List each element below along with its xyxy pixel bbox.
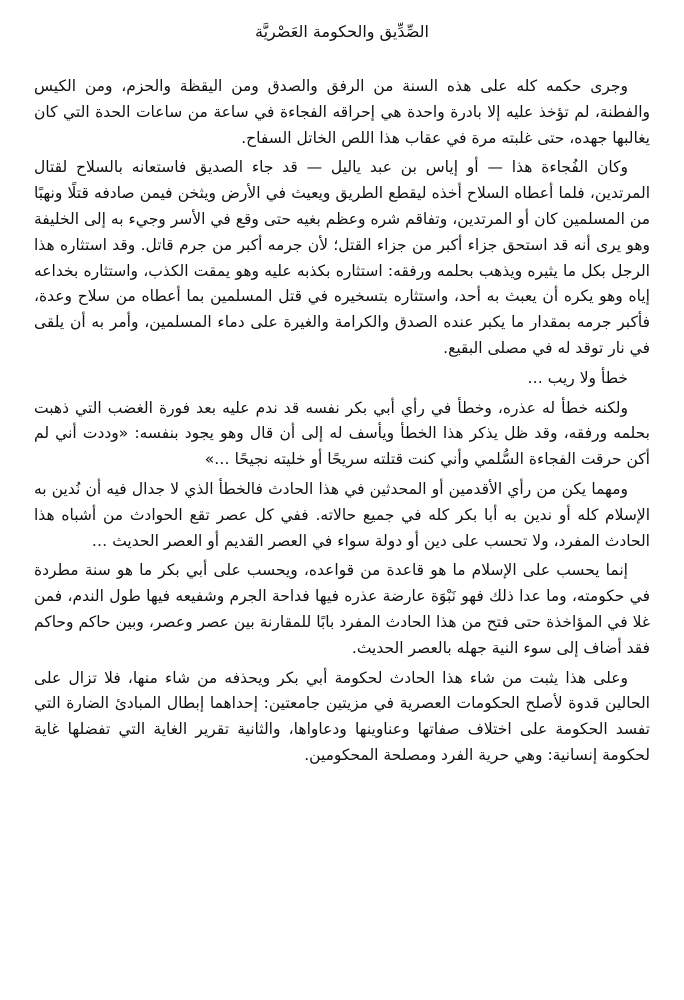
book-page xyxy=(34,0,650,1000)
paragraph: وكان الفُجاءة هذا — أو إياس بن عبد ياليل — قد جاء الصديق فاستعانه بالسلاح لقتال المرتدين، فلما أعطاه السلاح أخذه ليقطع الطريق ويعيث في الأرض ويثخن فيمن صادفه قتلًا ونهبًا من المسلمين كان أو المرتدين، وتفاقم شره وعظم بغيه حتى وقع في الأسر وجيء به إلى الخليفة وهو يرى أنه قد استحق جزاء أكبر من جزاء القتل؛ لأن جرمه أكبر من جرم قاتل. وقد استثاره هذا الرجل بكل ما يثيره ويذهب بحلمه ورفقه: استثاره بكذبه عليه وهو يمقت الكذب، واستثاره بخداعه إياه وهو يكره أن يعبث به أحد، واستثاره بتسخيره في قتل المسلمين بما أعطاه من سلاح وعدة، فأكبر جرمه بمقدار ما يكبر عنده الصدق والكرامة والغيرة على دماء المسلمين، وأمر به أن يلقى في نار توقد له في مصلى البقيع. xyxy=(34,158,650,357)
body-text xyxy=(34,74,650,769)
paragraph: إنما يحسب على الإسلام ما هو قاعدة من قواعده، ويحسب على أبي بكر ما هو سنة مطردة في حكومته، وما عدا ذلك فهو نَبْوَة عارضة عذره فيها فداحة الجرم وشفيعه فيها طول الندم، فمن غلا في المؤاخذة حتى فتح من هذا الحادث المفرد بابًا للمقارنة بين عصر وعصر، وبين حاكم وحاكم فقد أضاف إلى سوء النية جهله بالعصر الحديث. xyxy=(34,561,650,657)
paragraph: ولكنه خطأ له عذره، وخطأ في رأي أبي بكر نفسه قد ندم عليه بعد فورة الغضب التي ذهبت بحلمه ورفقه، وقد ظل يذكر هذا الخطأ ويأسف له إلى أن قال وهو يجود بنفسه: «وددت أني لم أكن حرقت الفجاءة السُّلمي وأني كنت قتلته سريحًا أو خليته نجيحًا …» xyxy=(34,398,650,469)
running-header: الصِّدِّيق والحكومة العَصْريَّة xyxy=(255,22,429,41)
paragraph: ومهما يكن من رأي الأقدمين أو المحدثين في هذا الحادث فالخطأ الذي لا جدال فيه أن نُدين به الإسلام كله أو ندين به أبا بكر كله في جميع حالاته. ففي كل عصر تقع الحوادث من أشباه هذا الحادث المفرد، ولا تحسب على دين أو دولة سواء في العصر القديم أو العصر الحديث … xyxy=(34,479,650,550)
paragraph: خطأ ولا ريب … xyxy=(527,368,628,387)
paragraph: وعلى هذا يثبت من شاء هذا الحادث لحكومة أبي بكر ويحذفه من شاء منها، فلا تزال على الحالين قدوة لأصلح الحكومات العصرية في مزيتين جامعتين: إحداهما إبطال المبادئ الضارة التي تفسد الحكومة على اختلاف صفاتها وعناوينها ودعاواها، والثانية تقرير الغاية التي تفضلها غاية لحكومة إنسانية: وهي حرية الفرد ومصلحة المحكومين. xyxy=(34,668,650,764)
paragraph: وجرى حكمه كله على هذه السنة من الرفق والصدق ومن اليقظة والحزم، ومن الكيس والفطنة، لم تؤخذ عليه إلا بادرة واحدة هي إحراقه الفجاءة في ساعة من ساعات الحدة التي كان يغالبها جهده، حتى غلبته مرة في عقاب هذا اللص الخاتل السفاح. xyxy=(34,77,650,147)
